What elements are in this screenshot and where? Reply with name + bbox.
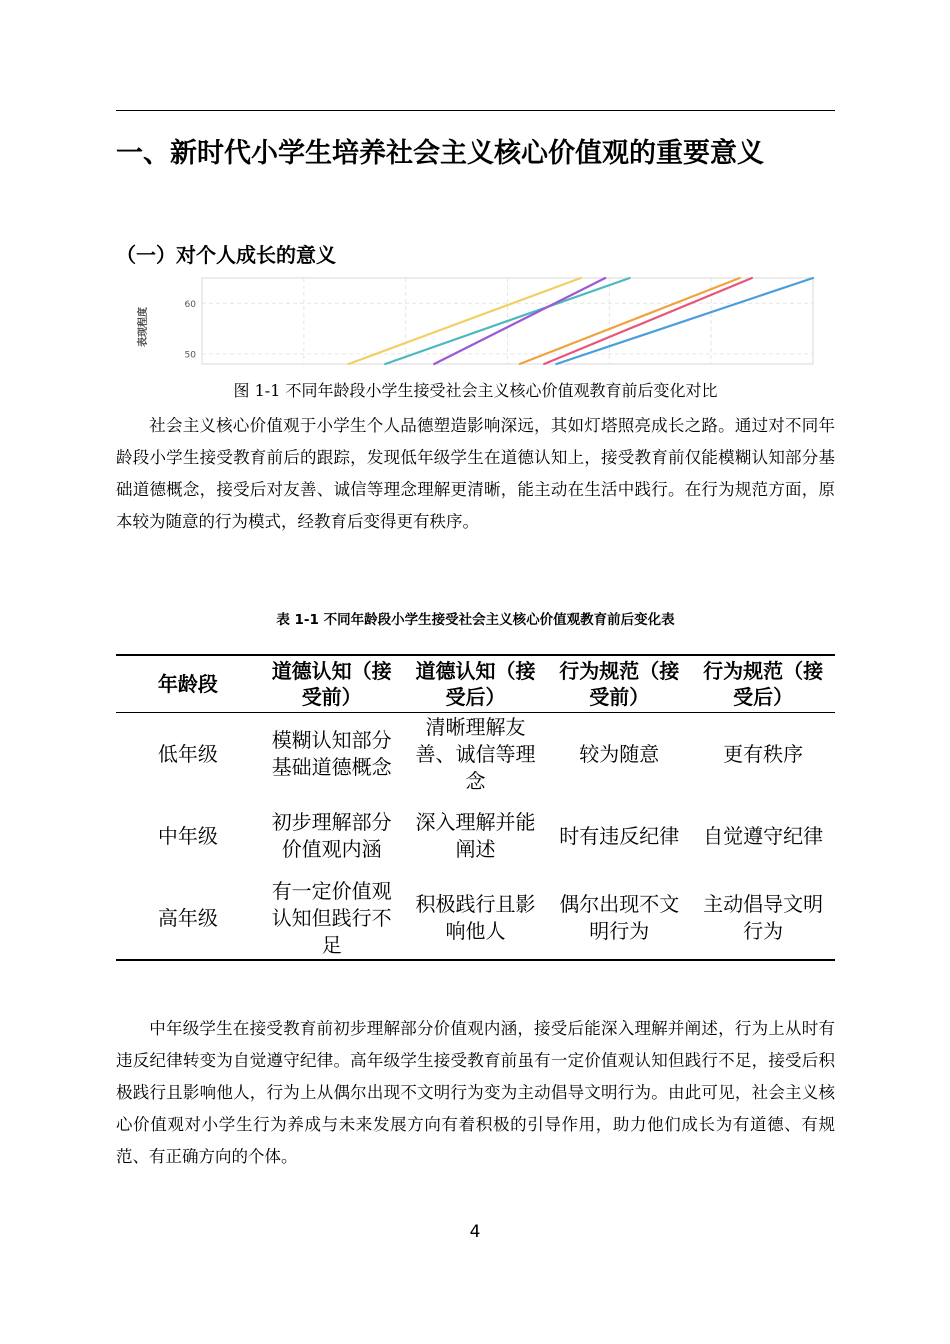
table-row: [116, 877, 835, 960]
table-cell: 低年级: [157, 741, 218, 766]
y-tick-label: 50: [184, 350, 196, 361]
table-cell: 时有违反纪律: [559, 823, 680, 848]
paragraph-1: [116, 410, 835, 538]
table-cell: 主动倡导文明行为: [703, 892, 824, 943]
table-header-row: [116, 655, 835, 713]
section-heading: 一、新时代小学生培养社会主义核心价值观的重要意义: [116, 138, 764, 169]
table-cell: 中年级: [157, 823, 218, 848]
line-chart: [116, 276, 835, 366]
paragraph-2: [116, 1013, 835, 1173]
table-cell: 较为随意: [579, 741, 660, 766]
table-header-cell: 行为规范（接受后）: [691, 655, 835, 713]
table-cell: 初步理解部分价值观内涵: [271, 810, 392, 861]
paragraph-1-text: 社会主义核心价值观于小学生个人品德塑造影响深远，其如灯塔照亮成长之路。通过对不同年龄段小学生接受教育前后的跟踪，发现低年级学生在道德认知上，接受教育前仅能模糊认知部分基础道德概念，接受后对友善、诚信等理念理解更清晰，能主动在生活中践行。在行为规范方面，原本较为随意的行为模式，经教育后变得更有秩序。: [116, 416, 835, 531]
table-header-cell: 道德认知（接受后）: [404, 655, 548, 713]
table-cell: 更有秩序: [723, 741, 804, 766]
paragraph-2-text: 中年级学生在接受教育前初步理解部分价值观内涵，接受后能深入理解并阐述，行为上从时有违反纪律转变为自觉遵守纪律。高年级学生接受教育前虽有一定价值观认知但践行不足，接受后积极践行且影响他人，行为上从偶尔出现不文明行为变为主动倡导文明行为。由此可见，社会主义核心价值观对小学生行为养成与未来发展方向有着积极的引导作用，助力他们成长为有道德、有规范、有正确方向的个体。: [116, 1019, 835, 1166]
table-header-cell: 年龄段: [116, 655, 260, 713]
table-row: [116, 713, 835, 796]
table-cell: 高年级: [157, 905, 218, 930]
table-cell: 模糊认知部分基础道德概念: [271, 728, 392, 779]
table-caption: 表 1-1 不同年龄段小学生接受社会主义核心价值观教育前后变化表: [276, 612, 675, 628]
subsection-heading: （一）对个人成长的意义: [116, 243, 336, 267]
table-header-cell: 道德认知（接受前）: [260, 655, 404, 713]
table-cell: 有一定价值观认知但践行不足: [271, 878, 392, 957]
table-cell: 偶尔出现不文明行为: [559, 892, 680, 943]
page-number: 4: [469, 1222, 481, 1242]
y-axis-label: 表现程度: [138, 307, 149, 347]
table-cell: 积极践行且影响他人: [415, 892, 536, 943]
table-cell: 清晰理解友善、诚信等理念: [415, 714, 536, 793]
y-tick-label: 60: [184, 299, 196, 310]
table-header-cell: 行为规范（接受前）: [547, 655, 691, 713]
table-cell: 自觉遵守纪律: [703, 823, 824, 848]
header-rule: [116, 110, 835, 111]
table-cell: 深入理解并能阐述: [415, 810, 536, 861]
comparison-table: [116, 654, 835, 961]
figure-caption: 图 1-1 不同年龄段小学生接受社会主义核心价值观教育前后变化对比: [233, 381, 718, 400]
table-row: [116, 795, 835, 877]
